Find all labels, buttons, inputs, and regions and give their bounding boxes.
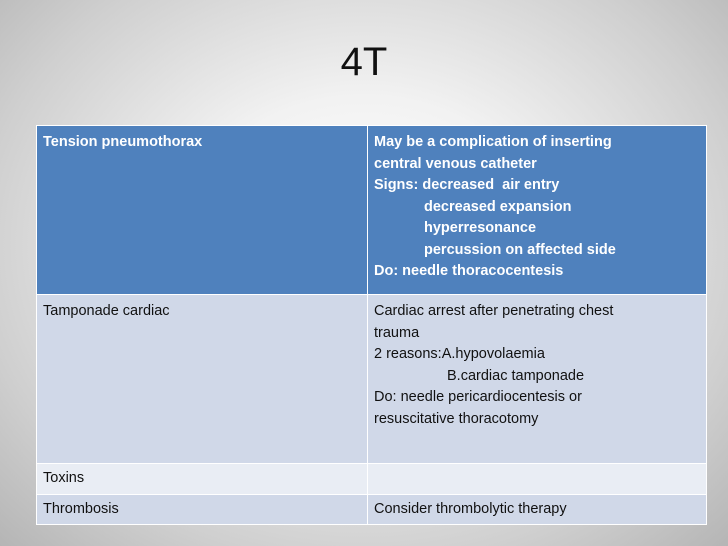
cell-condition: Toxins (37, 464, 368, 495)
four-t-table (36, 125, 692, 525)
detail-line: Do: needle pericardiocentesis or (374, 389, 582, 405)
detail-line: Signs: decreased air entry (374, 177, 560, 193)
table-row (37, 126, 707, 295)
table (36, 125, 707, 525)
cell-details: Consider thrombolytic therapy (368, 494, 707, 525)
detail-line: Do: needle thoracocentesis (374, 263, 564, 279)
table-row (37, 494, 707, 525)
cell-condition: Tamponade cardiac (37, 295, 368, 464)
detail-line: hyperresonance (424, 220, 537, 236)
detail-line: trauma (374, 324, 420, 341)
cell-details (368, 295, 707, 464)
detail-line: B.cardiac tamponade (447, 367, 585, 384)
cell-condition: Tension pneumothorax (37, 126, 368, 295)
detail-line: decreased expansion (424, 198, 572, 215)
cell-details (368, 464, 707, 495)
slide-title: 4T (340, 40, 388, 84)
table-row (37, 295, 707, 464)
detail-line: central venous catheter (374, 155, 537, 172)
detail-line: May be a complication of inserting (374, 134, 612, 150)
detail-line: resuscitative thoracotomy (374, 410, 539, 427)
detail-line: 2 reasons:A.hypovolaemia (374, 346, 545, 362)
detail-line: Cardiac arrest after penetrating chest (374, 303, 614, 319)
detail-line: percussion on affected side (424, 241, 616, 258)
table-row (37, 464, 707, 495)
cell-condition: Thrombosis (37, 494, 368, 525)
cell-details (368, 126, 707, 295)
